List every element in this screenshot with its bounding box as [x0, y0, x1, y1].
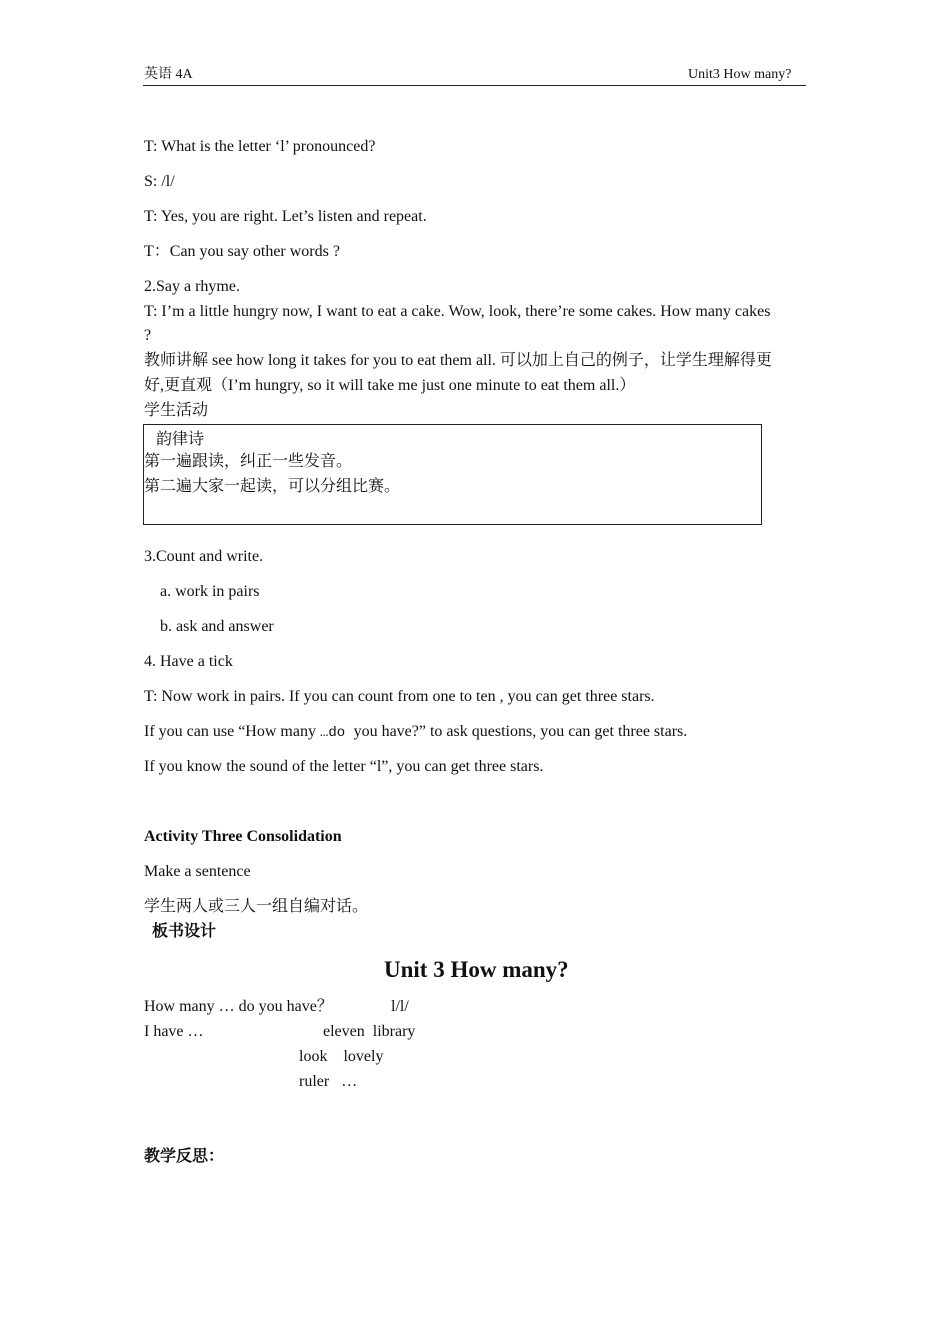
board-phonics: l/l/ [391, 998, 409, 1015]
make-sentence: Make a sentence [144, 863, 251, 880]
pair-dialogue: 学生两人或三人一组自编对话。 [144, 898, 369, 915]
board-words-3: ruler … [299, 1073, 358, 1090]
line-teacher-explain-2: 好,更直观（I’m hungry, so it will take me just one minute to eat them all.） [144, 377, 636, 394]
board-words-1: eleven library [323, 1023, 416, 1040]
board-design-label: 板书设计 [152, 923, 217, 940]
rhyme-box [143, 424, 762, 525]
line-listen-repeat: T: Yes, you are right. Let’s listen and repeat. [144, 208, 427, 225]
stars-line-2-post: you have?” to ask questions, you can get three stars. [353, 723, 688, 740]
board-question: How many … do you have？ [144, 998, 333, 1015]
board-words-2: look lovely [299, 1048, 384, 1065]
activity-three-heading: Activity Three Consolidation [144, 828, 342, 845]
line-hungry-qmark: ? [144, 327, 152, 344]
count-write-heading: 3.Count and write. [144, 548, 264, 565]
header-left: 英语 4A [144, 67, 193, 82]
line-other-words: T：Can you say other words ? [144, 243, 340, 260]
stars-line-2-dots: …do [319, 725, 354, 741]
rhyme-box-line-1: 第一遍跟读，纠正一些发音。 [144, 453, 353, 470]
teaching-reflection-label: 教学反思： [144, 1148, 225, 1165]
rhyme-box-title: 韵律诗 [156, 431, 205, 448]
have-tick-heading: 4. Have a tick [144, 653, 233, 670]
board-i-have: I have … [144, 1023, 204, 1040]
line-student-activity: 学生活动 [144, 402, 209, 419]
line-letter-question: T: What is the letter ‘l’ pronounced? [144, 138, 376, 155]
stars-line-2 [144, 722, 687, 742]
header-right: Unit3 How many? [688, 67, 792, 82]
rhyme-box-line-2: 第二遍大家一起读，可以分组比赛。 [144, 478, 401, 495]
line-student-answer: S: /l/ [144, 173, 175, 190]
line-teacher-explain: 教师讲解 see how long it takes for you to eat them all. 可以加上自己的例子，让学生理解得更 [144, 352, 772, 369]
stars-line-2-pre: If you can use “How many [144, 723, 320, 740]
line-say-rhyme: 2.Say a rhyme. [144, 278, 240, 295]
step-a: a. work in pairs [160, 583, 260, 600]
stars-line-1: T: Now work in pairs. If you can count from one to ten , you can get three stars. [144, 688, 655, 705]
stars-line-3: If you know the sound of the letter “l”, you can get three stars. [144, 758, 544, 775]
board-title: Unit 3 How many? [384, 957, 569, 982]
step-b: b. ask and answer [160, 618, 274, 635]
line-hungry: T: I’m a little hungry now, I want to eat a cake. Wow, look, there’re some cakes. How many cakes [144, 303, 771, 320]
header-divider [143, 85, 806, 86]
